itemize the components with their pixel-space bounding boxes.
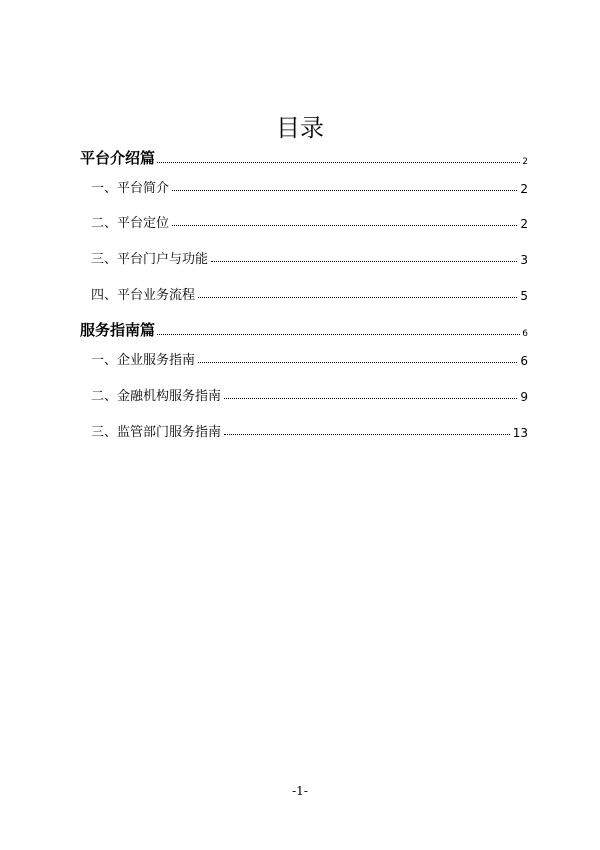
toc-item[interactable] [91, 176, 528, 196]
toc-item-label: 二、金融机构服务指南 [91, 389, 222, 404]
page-number-footer: -1- [292, 784, 308, 798]
dot-leader [198, 362, 517, 363]
dot-leader [224, 434, 510, 435]
toc-section-platform-intro[interactable] [80, 148, 528, 168]
toc-section-label: 服务指南篇 [80, 321, 156, 339]
toc-page-number: 6 [522, 329, 528, 339]
dot-leader [172, 190, 517, 191]
toc-page-number: 2 [520, 182, 528, 196]
dot-leader [224, 398, 517, 399]
page-title: 目录 [276, 114, 324, 142]
toc-page-number: 2 [520, 217, 528, 231]
toc-page-number: 13 [512, 426, 528, 440]
toc-page-number: 2 [522, 157, 528, 167]
toc-item-label: 二、平台定位 [91, 216, 170, 231]
toc-page-number: 5 [520, 289, 528, 303]
toc-item-label: 一、企业服务指南 [91, 353, 196, 368]
toc-item-label: 三、平台门户与功能 [91, 252, 209, 267]
dot-leader [157, 334, 520, 335]
dot-leader [211, 261, 517, 262]
toc-section-service-guide[interactable] [80, 320, 528, 340]
toc-item[interactable] [91, 247, 528, 267]
toc-item[interactable] [91, 283, 528, 303]
dot-leader [198, 297, 517, 298]
toc-item[interactable] [91, 348, 528, 368]
toc-item[interactable] [91, 211, 528, 231]
toc-item-label: 一、平台简介 [91, 181, 170, 196]
toc-page-number: 9 [520, 390, 528, 404]
dot-leader [157, 162, 520, 163]
toc-item[interactable] [91, 420, 528, 440]
toc-page-number: 6 [520, 354, 528, 368]
toc-item-label: 四、平台业务流程 [91, 288, 196, 303]
toc-item-label: 三、监管部门服务指南 [91, 425, 222, 440]
toc-page-number: 3 [520, 253, 528, 267]
toc-item[interactable] [91, 384, 528, 404]
dot-leader [172, 225, 517, 226]
toc-section-label: 平台介绍篇 [80, 149, 156, 167]
